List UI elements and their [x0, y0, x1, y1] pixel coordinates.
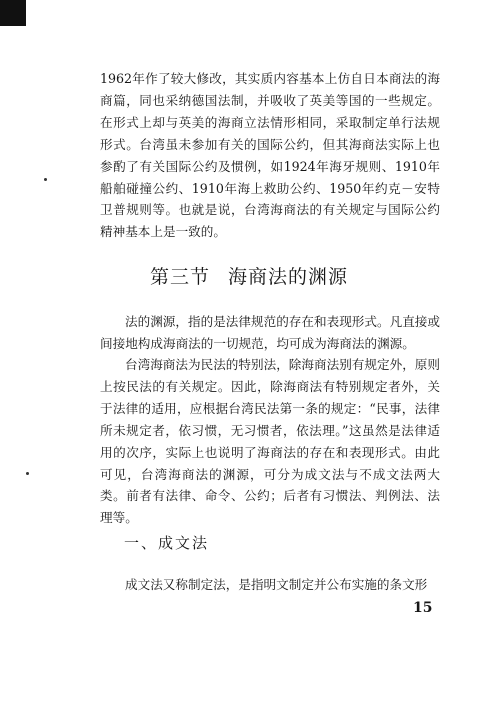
- paragraph-continued: 1962年作了较大修改，其实质内容基本上仿自日本商法的海商篇，同也采纳德国法制，并吸收了英美等国的一些规定。在形式上却与英美的海商立法情形相同，采取制定单行法规形式。台湾虽未参加有关的国际公约，但其海商法实际上也参酌了有关国际公约及惯例，如1924年海牙规则、1910年船舶碰撞公约、1910年海上救助公约、1950年约克－安特卫普规则等。也就是说，台湾海商法的有关规定与国际公约精神基本上是一致的。: [100, 71, 440, 240]
- paragraph-special-law: 台湾海商法为民法的特别法，除海商法别有规定外，原则上按民法的有关规定。因此，除海商法有特别规定者外，关于法律的适用，应根据台湾民法第一条的规定：“民事，法律所未规定者，依习惯，无习惯者，依法理。”这虽然是法律适用的次序，实际上也说明了海商法的存在和表现形式。由此可见，台湾海商法的渊源，可分为成文法与不成文法两大类。前者有法律、命令、公约；后者有习惯法、判例法、法理等。: [100, 357, 440, 526]
- scan-corner-mark: [0, 0, 26, 26]
- scan-speck: [26, 472, 29, 475]
- scan-speck: [44, 178, 47, 181]
- subsection-heading: 一、成文法: [124, 534, 210, 552]
- section-number: 第三节: [149, 266, 210, 288]
- section-title: [0, 262, 498, 289]
- page-number: 15: [413, 600, 433, 616]
- paragraph-definition: 法的渊源，指的是法律规范的存在和表现形式。凡直接或间接地构成海商法的一切规范，均可成为海商法的渊源。: [100, 314, 440, 351]
- section-title-text: 海商法的渊源: [228, 266, 349, 288]
- paragraph-written-law: 成文法又称制定法，是指明文制定并公布实施的条文形: [125, 577, 428, 592]
